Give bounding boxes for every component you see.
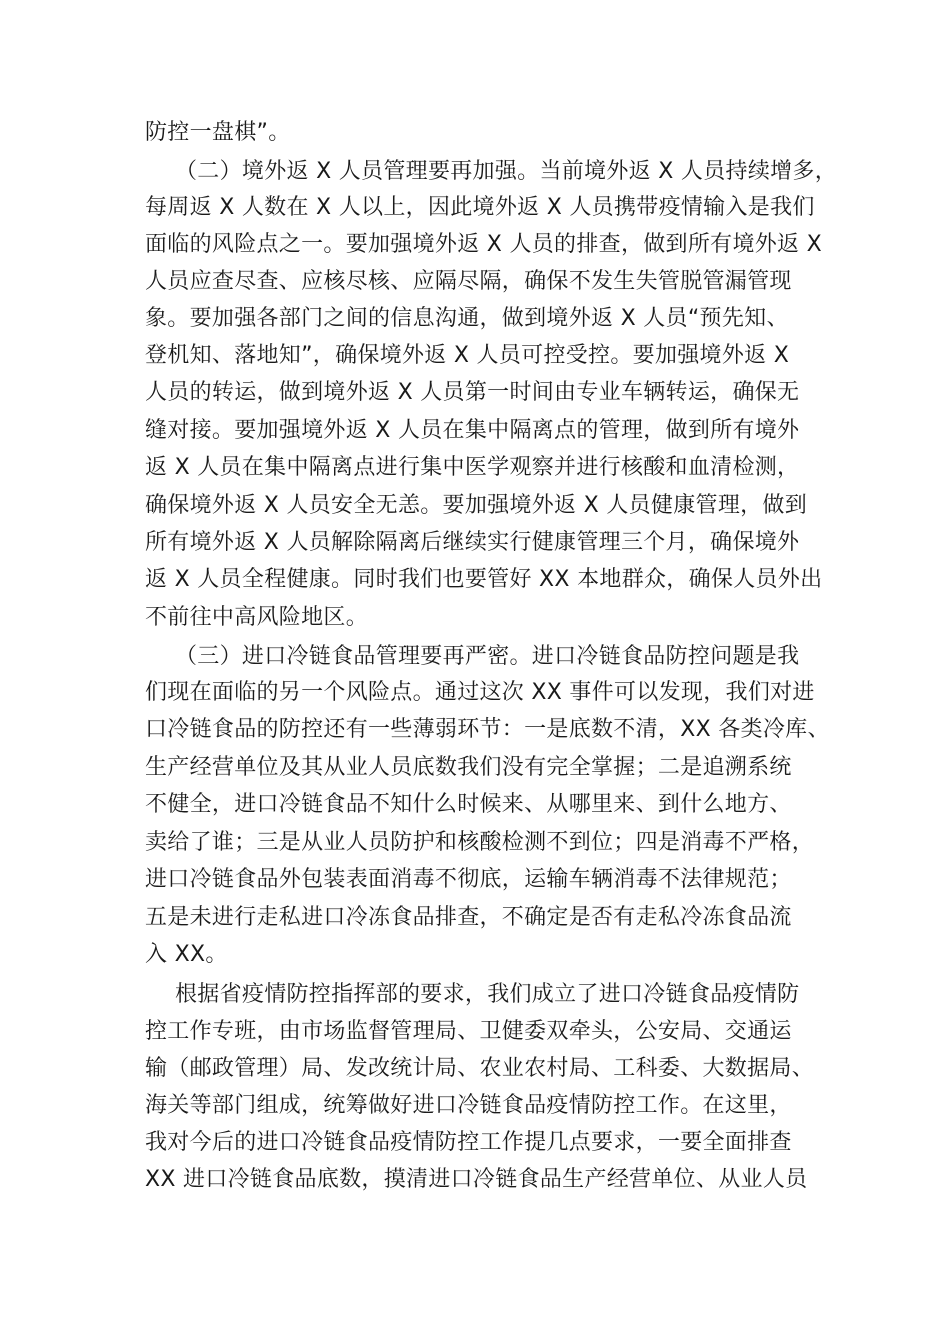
text-line: 每周返 X 人数在 X 人以上，因此境外返 X 人员携带疫情输入是我们 xyxy=(145,195,815,220)
text-line: 入 XX。 xyxy=(145,942,228,967)
text-line: 确保境外返 X 人员安全无恙。要加强境外返 X 人员健康管理，做到 xyxy=(145,493,808,518)
text-line: 返 X 人员全程健康。同时我们也要管好 XX 本地群众，确保人员外出 xyxy=(145,567,823,592)
text-line: 不健全，进口冷链食品不知什么时候来、从哪里来、到什么地方、 xyxy=(145,792,792,817)
text-line: （三）进口冷链食品管理要再严密。进口冷链食品防控问题是我 xyxy=(175,644,800,669)
text-line: 进口冷链食品外包装表面消毒不彻底，运输车辆消毒不法律规范； xyxy=(145,867,792,892)
text-line: 不前往中高风险地区。 xyxy=(145,605,369,630)
text-line: 口冷链食品的防控还有一些薄弱环节：一是底数不清，XX 各类冷库、 xyxy=(145,717,830,742)
text-line: 控工作专班，由市场监督管理局、卫健委双牵头，公安局、交通运 xyxy=(145,1019,792,1044)
text-line: 人员应查尽查、应核尽核、应隔尽隔，确保不发生失管脱管漏管现 xyxy=(145,269,792,294)
text-line: 缝对接。要加强境外返 X 人员在集中隔离点的管理，做到所有境外 xyxy=(145,418,800,443)
text-line: 生产经营单位及其从业人员底数我们没有完全掌握；二是追溯系统 xyxy=(145,755,792,780)
text-line: 人员的转运，做到境外返 X 人员第一时间由专业车辆转运，确保无 xyxy=(145,380,800,405)
text-line: （二）境外返 X 人员管理要再加强。当前境外返 X 人员持续增多， xyxy=(175,159,838,184)
text-line: 登机知、落地知”，确保境外返 X 人员可控受控。要加强境外返 X xyxy=(145,343,790,368)
text-line: 们现在面临的另一个风险点。通过这次 XX 事件可以发现，我们对进 xyxy=(145,680,815,705)
text-line: 象。要加强各部门之间的信息沟通，做到境外返 X 人员“预先知、 xyxy=(145,306,789,331)
text-line: 面临的风险点之一。要加强境外返 X 人员的排查，做到所有境外返 X xyxy=(145,232,823,257)
text-line: 所有境外返 X 人员解除隔离后继续实行健康管理三个月，确保境外 xyxy=(145,530,800,555)
text-line: 输（邮政管理）局、发改统计局、农业农村局、工科委、大数据局、 xyxy=(145,1056,815,1081)
text-line: 海关等部门组成，统筹做好进口冷链食品疫情防控工作。在这里， xyxy=(145,1093,792,1118)
text-line: 五是未进行走私进口冷冻食品排查，不确定是否有走私冷冻食品流 xyxy=(145,905,792,930)
text-line: 根据省疫情防控指挥部的要求，我们成立了进口冷链食品疫情防 xyxy=(175,982,800,1007)
text-line: XX 进口冷链食品底数，摸清进口冷链食品生产经营单位、从业人员 xyxy=(145,1167,808,1192)
text-line: 防控一盘棋”。 xyxy=(145,120,291,145)
text-line: 卖给了谁；三是从业人员防护和核酸检测不到位；四是消毒不严格， xyxy=(145,830,815,855)
text-line: 返 X 人员在集中隔离点进行集中医学观察并进行核酸和血清检测， xyxy=(145,455,800,480)
text-line: 我对今后的进口冷链食品疫情防控工作提几点要求，一要全面排查 xyxy=(145,1130,792,1155)
